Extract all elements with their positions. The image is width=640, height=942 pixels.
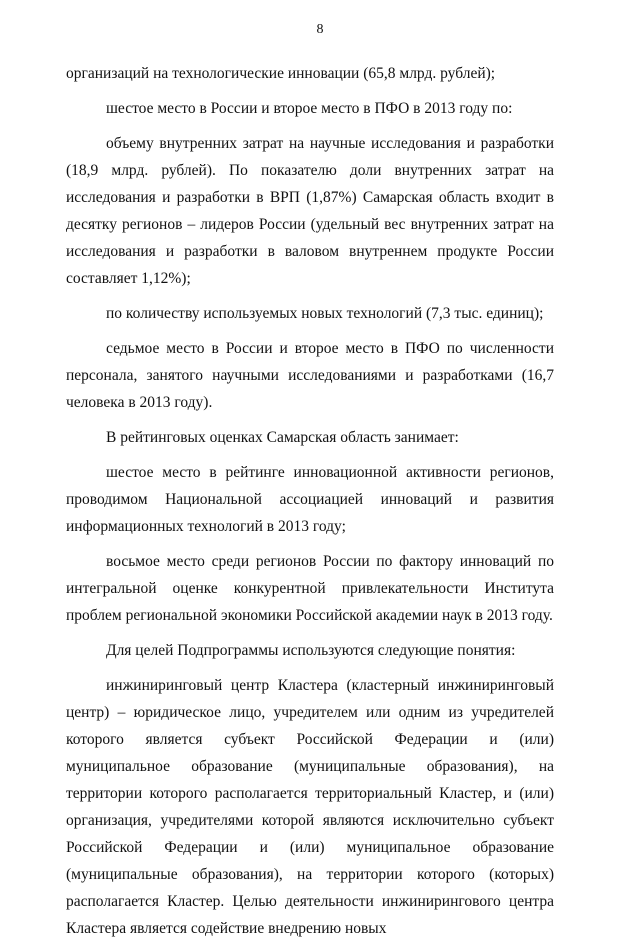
paragraph: объему внутренних затрат на научные исследования и разработки (18,9 млрд. рублей). По показателю доли внутренних затрат на исследования и разработки в ВРП (1,87%) Самарская область входит в десятку регионов – лидеров России (удельный вес внутренних затрат на исследования и разработки в валовом внутреннем продукте России составляет 1,12%);: [66, 135, 554, 287]
paragraph: по количеству используемых новых технологий (7,3 тыс. единиц);: [106, 305, 544, 322]
paragraph: Для целей Подпрограммы используются следующие понятия:: [106, 642, 516, 659]
paragraph: седьмое место в России и второе место в ПФО по численности персонала, занятого научными исследованиями и разработками (16,7 человека в 2013 году).: [66, 340, 554, 411]
paragraph: организаций на технологические инновации (65,8 млрд. рублей);: [66, 65, 496, 82]
paragraph: шестое место в рейтинге инновационной активности регионов, проводимом Национальной ассоциацией инноваций и развития информационных технологий в 2013 году;: [66, 464, 554, 535]
paragraph: В рейтинговых оценках Самарская область занимает:: [106, 429, 459, 446]
paragraph: шестое место в России и второе место в ПФО в 2013 году по:: [106, 100, 513, 117]
paragraph: инжиниринговый центр Кластера (кластерный инжиниринговый центр) – юридическое лицо, учредителем или одним из учредителей которого является субъект Российской Федерации и (или) муниципальное образование (муниципальные образования), на территории которого располагается территориальный Кластер, и (или) организация, учредителями которой являются исключительно субъект Российской Федерации и (или) муниципальное образование (муниципальные образования), на территории которого (которых) располагается Кластер. Целью деятельности инжинирингового центра Кластера является содействие внедрению новых: [66, 677, 554, 937]
paragraph: восьмое место среди регионов России по фактору инноваций по интегральной оценке конкурентной привлекательности Института проблем региональной экономики Российской академии наук в 2013 году.: [66, 553, 554, 624]
body-text: [66, 60, 554, 942]
page-number: 8: [316, 22, 324, 37]
